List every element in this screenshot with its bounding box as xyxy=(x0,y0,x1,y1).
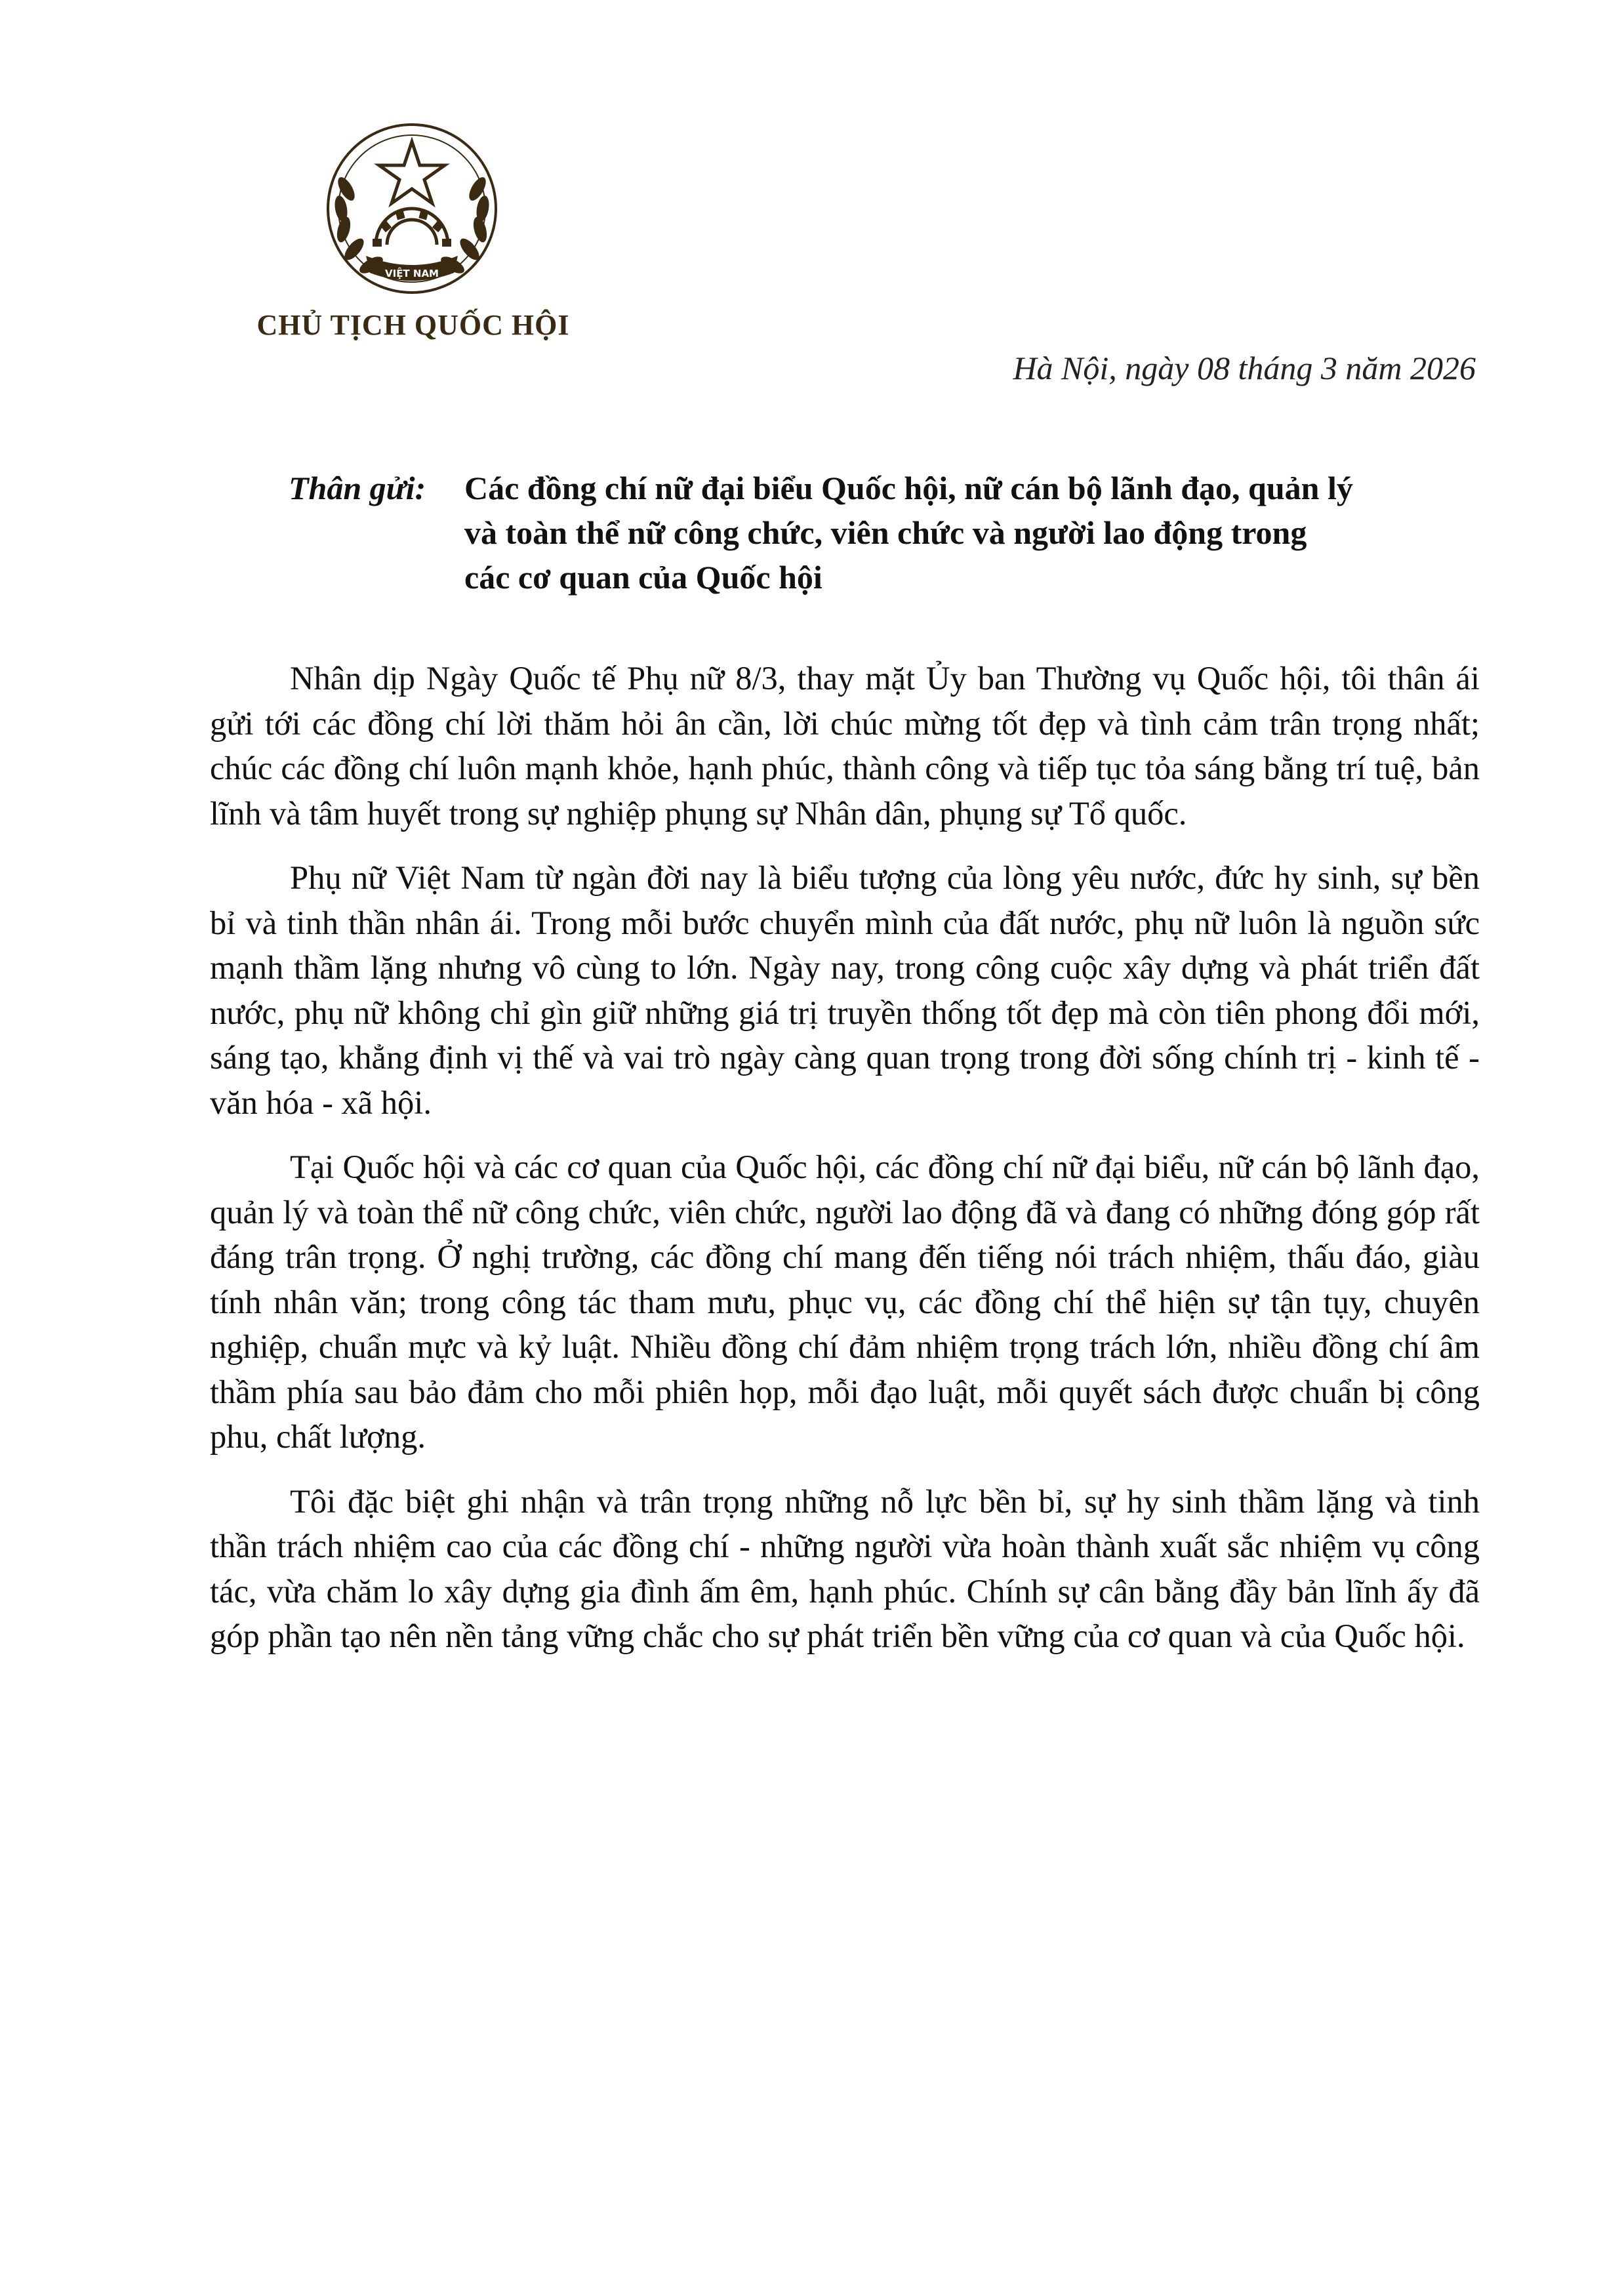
addressee-line: các cơ quan của Quốc hội xyxy=(464,559,822,596)
sender-title: CHỦ TỊCH QUỐC HỘI xyxy=(256,309,570,341)
date-line: Hà Nội, ngày 08 tháng 3 năm 2026 xyxy=(1013,350,1476,386)
addressee-text xyxy=(464,466,1482,600)
letter-body xyxy=(210,656,1480,1679)
body-paragraph: Tại Quốc hội và các cơ quan của Quốc hội, các đồng chí nữ đại biểu, nữ cán bộ lãnh đạo, quản lý và toàn thể nữ công chức, viên chức, người lao động đã và đang có những đóng góp rất đáng trân trọng. Ở nghị trường, các đồng chí mang đến tiếng nói trách nhiệm, thấu đáo, giàu tính nhân văn; trong công tác tham mưu, phục vụ, các đồng chí thể hiện sự tận tụy, chuyên nghiệp, chuẩn mực và kỷ luật. Nhiều đồng chí đảm nhiệm trọng trách lớn, nhiều đồng chí âm thầm phía sau bảo đảm cho mỗi phiên họp, mỗi đạo luật, mỗi quyết sách được chuẩn bị công phu, chất lượng. xyxy=(210,1149,1480,1455)
addressee-line: và toàn thể nữ công chức, viên chức và người lao động trong xyxy=(464,514,1307,551)
body-paragraph: Phụ nữ Việt Nam từ ngàn đời nay là biểu tượng của lòng yêu nước, đức hy sinh, sự bền bỉ và tinh thần nhân ái. Trong mỗi bước chuyển mình của đất nước, phụ nữ luôn là nguồn sức mạnh thầm lặng nhưng vô cùng to lớn. Ngày nay, trong công cuộc xây dựng và phát triển đất nước, phụ nữ không chỉ gìn giữ những giá trị truyền thống tốt đẹp mà còn tiên phong đổi mới, sáng tạo, khẳng định vị thế và vai trò ngày càng quan trọng trong đời sống chính trị - kinh tế - văn hóa - xã hội. xyxy=(210,859,1480,1121)
addressee-block xyxy=(289,466,1482,600)
emblem-ribbon-text: VIỆT NAM xyxy=(385,268,439,279)
body-paragraph: Tôi đặc biệt ghi nhận và trân trọng những nỗ lực bền bỉ, sự hy sinh thầm lặng và tinh thần trách nhiệm cao của các đồng chí - những người vừa hoàn thành xuất sắc nhiệm vụ công tác, vừa chăm lo xây dựng gia đình ấm êm, hạnh phúc. Chính sự cân bằng đầy bản lĩnh ấy đã góp phần tạo nên nền tảng vững chắc cho sự phát triển bền vững của cơ quan và của Quốc hội. xyxy=(210,1482,1480,1654)
state-emblem-icon xyxy=(314,110,510,307)
emblem-graphic xyxy=(314,110,510,307)
body-paragraph: Nhân dịp Ngày Quốc tế Phụ nữ 8/3, thay mặt Ủy ban Thường vụ Quốc hội, tôi thân ái gửi tới các đồng chí lời thăm hỏi ân cần, lời chúc mừng tốt đẹp và tình cảm trân trọng nhất; chúc các đồng chí luôn mạnh khỏe, hạnh phúc, thành công và tiếp tục tỏa sáng bằng trí tuệ, bản lĩnh và tâm huyết trong sự nghiệp phụng sự Nhân dân, phụng sự Tổ quốc. xyxy=(210,660,1480,832)
addressee-line: Các đồng chí nữ đại biểu Quốc hội, nữ cán bộ lãnh đạo, quản lý xyxy=(464,470,1353,506)
addressee-label: Thân gửi: xyxy=(289,470,426,506)
